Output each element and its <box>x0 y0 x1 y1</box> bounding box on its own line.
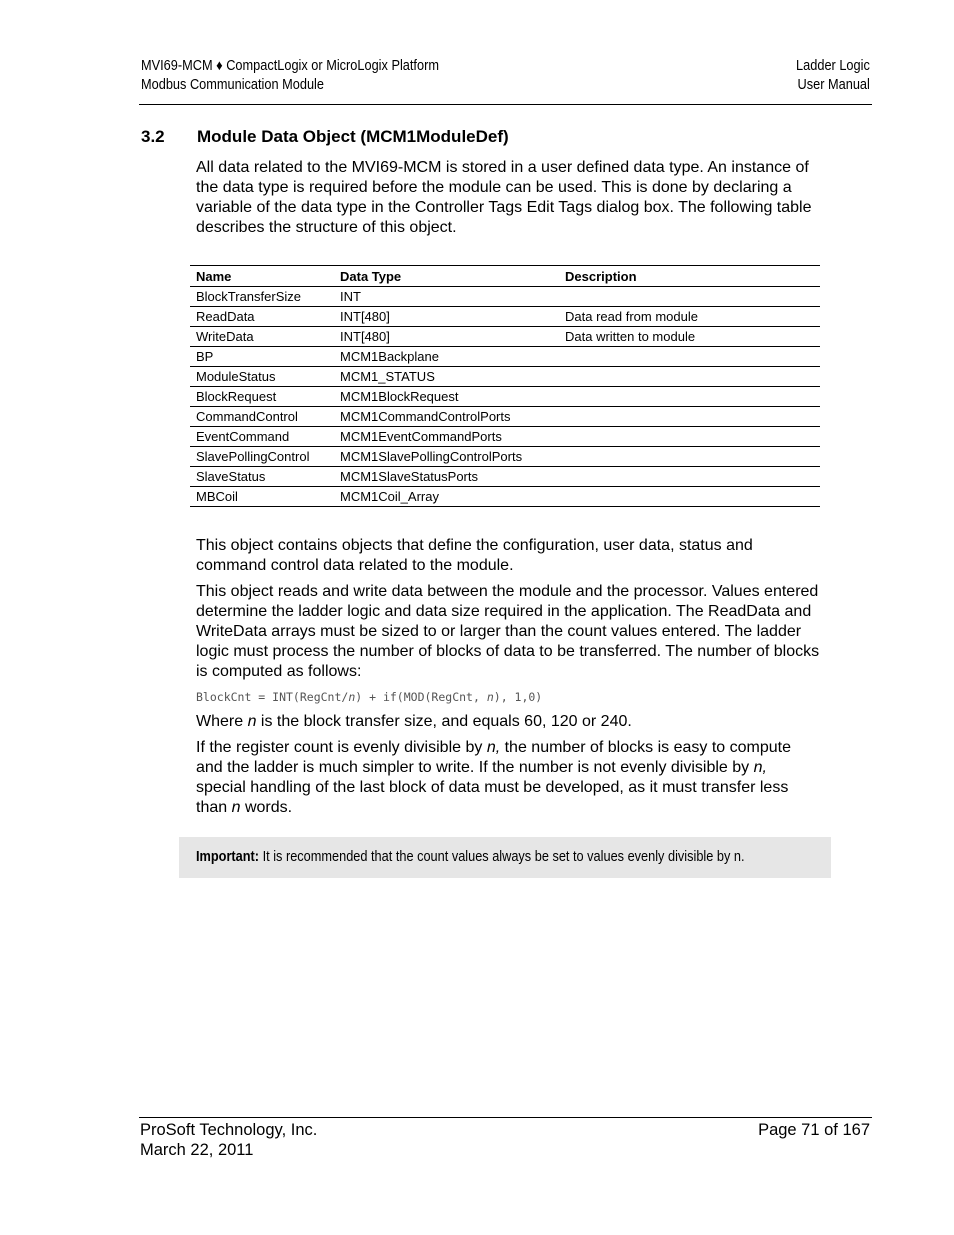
where-text: is the block transfer size, and equals 60, 120 or 240. <box>256 713 632 730</box>
page-header-left <box>141 57 439 95</box>
header-product-subtitle: Modbus Communication Module <box>141 77 324 93</box>
cell-name: BlockRequest <box>190 387 334 407</box>
table-row <box>190 427 820 447</box>
cell-data-type: MCM1EventCommandPorts <box>334 427 559 447</box>
cell-data-type: MCM1SlaveStatusPorts <box>334 467 559 487</box>
divisible-variable: n, <box>753 759 767 776</box>
table-row <box>190 447 820 467</box>
cell-data-type: MCM1BlockRequest <box>334 387 559 407</box>
divisible-paragraph <box>196 738 821 818</box>
divisible-text: the number of blocks is easy to compute and the ladder is much simpler to write. If the number is not evenly divisible by <box>196 739 791 776</box>
table-row <box>190 347 820 367</box>
section-title: Module Data Object (MCM1ModuleDef) <box>197 127 509 146</box>
cell-name: ReadData <box>190 307 334 327</box>
cell-description <box>559 367 820 387</box>
where-variable: n <box>247 713 257 730</box>
cell-description <box>559 447 820 467</box>
header-product-title: MVI69-MCM ♦ CompactLogix or MicroLogix Platform <box>141 58 439 74</box>
footer-company: ProSoft Technology, Inc. <box>140 1121 318 1139</box>
cell-data-type: MCM1_STATUS <box>334 367 559 387</box>
cell-name: EventCommand <box>190 427 334 447</box>
cell-name: SlaveStatus <box>190 467 334 487</box>
table-row <box>190 307 820 327</box>
cell-data-type: MCM1SlavePollingControlPorts <box>334 447 559 467</box>
cell-name: SlavePollingControl <box>190 447 334 467</box>
table-row <box>190 387 820 407</box>
cell-description <box>559 387 820 407</box>
table-row <box>190 327 820 347</box>
page-header-right <box>796 57 870 95</box>
intro-text: All data related to the MVI69-MCM is stored in a user defined data type. An instance of the data type is required before the module can be used. This is done by declaring a variable of the data type in the Controller Tags Edit Tags dialog box. The following table describes the structure of this object. <box>196 159 812 236</box>
column-header-name: Name <box>190 266 334 287</box>
intro-paragraph <box>196 158 821 244</box>
formula-variable: n <box>348 690 356 704</box>
cell-data-type: MCM1CommandControlPorts <box>334 407 559 427</box>
explanation-block <box>196 536 821 824</box>
important-message: It is recommended that the count values always be set to values evenly divisible by n. <box>259 848 745 865</box>
cell-description <box>559 347 820 367</box>
cell-data-type: INT[480] <box>334 307 559 327</box>
cell-data-type: INT <box>334 287 559 307</box>
divisible-variable: n <box>231 799 241 816</box>
divisible-text: If the register count is evenly divisible by <box>196 739 487 756</box>
section-number: 3.2 <box>141 127 165 146</box>
contains-paragraph: This object contains objects that define the configuration, user data, status and command control data related to the module. <box>196 537 753 574</box>
important-label: Important: <box>196 848 260 865</box>
cell-description <box>559 427 820 447</box>
formula-part: ), 1,0) <box>493 690 543 704</box>
important-note <box>179 837 831 878</box>
cell-description <box>559 287 820 307</box>
footer-date: March 22, 2011 <box>140 1141 254 1159</box>
cell-description <box>559 407 820 427</box>
cell-name: BP <box>190 347 334 367</box>
table-row <box>190 467 820 487</box>
cell-data-type: MCM1Coil_Array <box>334 487 559 507</box>
cell-description: Data read from module <box>559 307 820 327</box>
formula-part: BlockCnt = INT(RegCnt/ <box>196 690 349 704</box>
footer-page-number: Page 71 of 167 <box>758 1121 870 1139</box>
table-row <box>190 407 820 427</box>
column-header-data-type: Data Type <box>334 266 559 287</box>
formula-part: ) + if(MOD(RegCnt, <box>355 690 487 704</box>
page-footer-left <box>140 1120 317 1160</box>
important-note-text <box>196 848 745 865</box>
cell-data-type: MCM1Backplane <box>334 347 559 367</box>
footer-divider <box>139 1117 872 1118</box>
header-manual-type: User Manual <box>797 77 870 93</box>
cell-name: MBCoil <box>190 487 334 507</box>
column-header-description: Description <box>559 266 820 287</box>
where-text: Where <box>196 713 248 730</box>
formula-variable: n <box>486 690 494 704</box>
table-header-row <box>190 266 820 287</box>
cell-name: BlockTransferSize <box>190 287 334 307</box>
block-count-formula <box>196 688 821 706</box>
header-divider <box>139 104 872 105</box>
cell-name: CommandControl <box>190 407 334 427</box>
table-row <box>190 367 820 387</box>
header-chapter: Ladder Logic <box>796 58 870 74</box>
divisible-variable: n, <box>486 739 501 756</box>
cell-name: WriteData <box>190 327 334 347</box>
table-row <box>190 287 820 307</box>
table-row <box>190 487 820 507</box>
cell-description <box>559 467 820 487</box>
module-def-table <box>190 265 820 507</box>
reads-paragraph: This object reads and write data between the module and the processor. Values entered determine the ladder logic and data size required in the application. The ReadData and WriteData arrays must be sized to or larger than the count values entered. The ladder logic must process the number of blocks of data to be transferred. The number of blocks is computed as follows: <box>196 583 820 680</box>
cell-description <box>559 487 820 507</box>
cell-name: ModuleStatus <box>190 367 334 387</box>
cell-description: Data written to module <box>559 327 820 347</box>
divisible-text: special handling of the last block of data must be developed, as it must transfer less than <box>196 779 789 816</box>
cell-data-type: INT[480] <box>334 327 559 347</box>
divisible-text: words. <box>240 799 293 816</box>
where-paragraph <box>196 712 821 732</box>
page-footer-right <box>758 1120 870 1140</box>
